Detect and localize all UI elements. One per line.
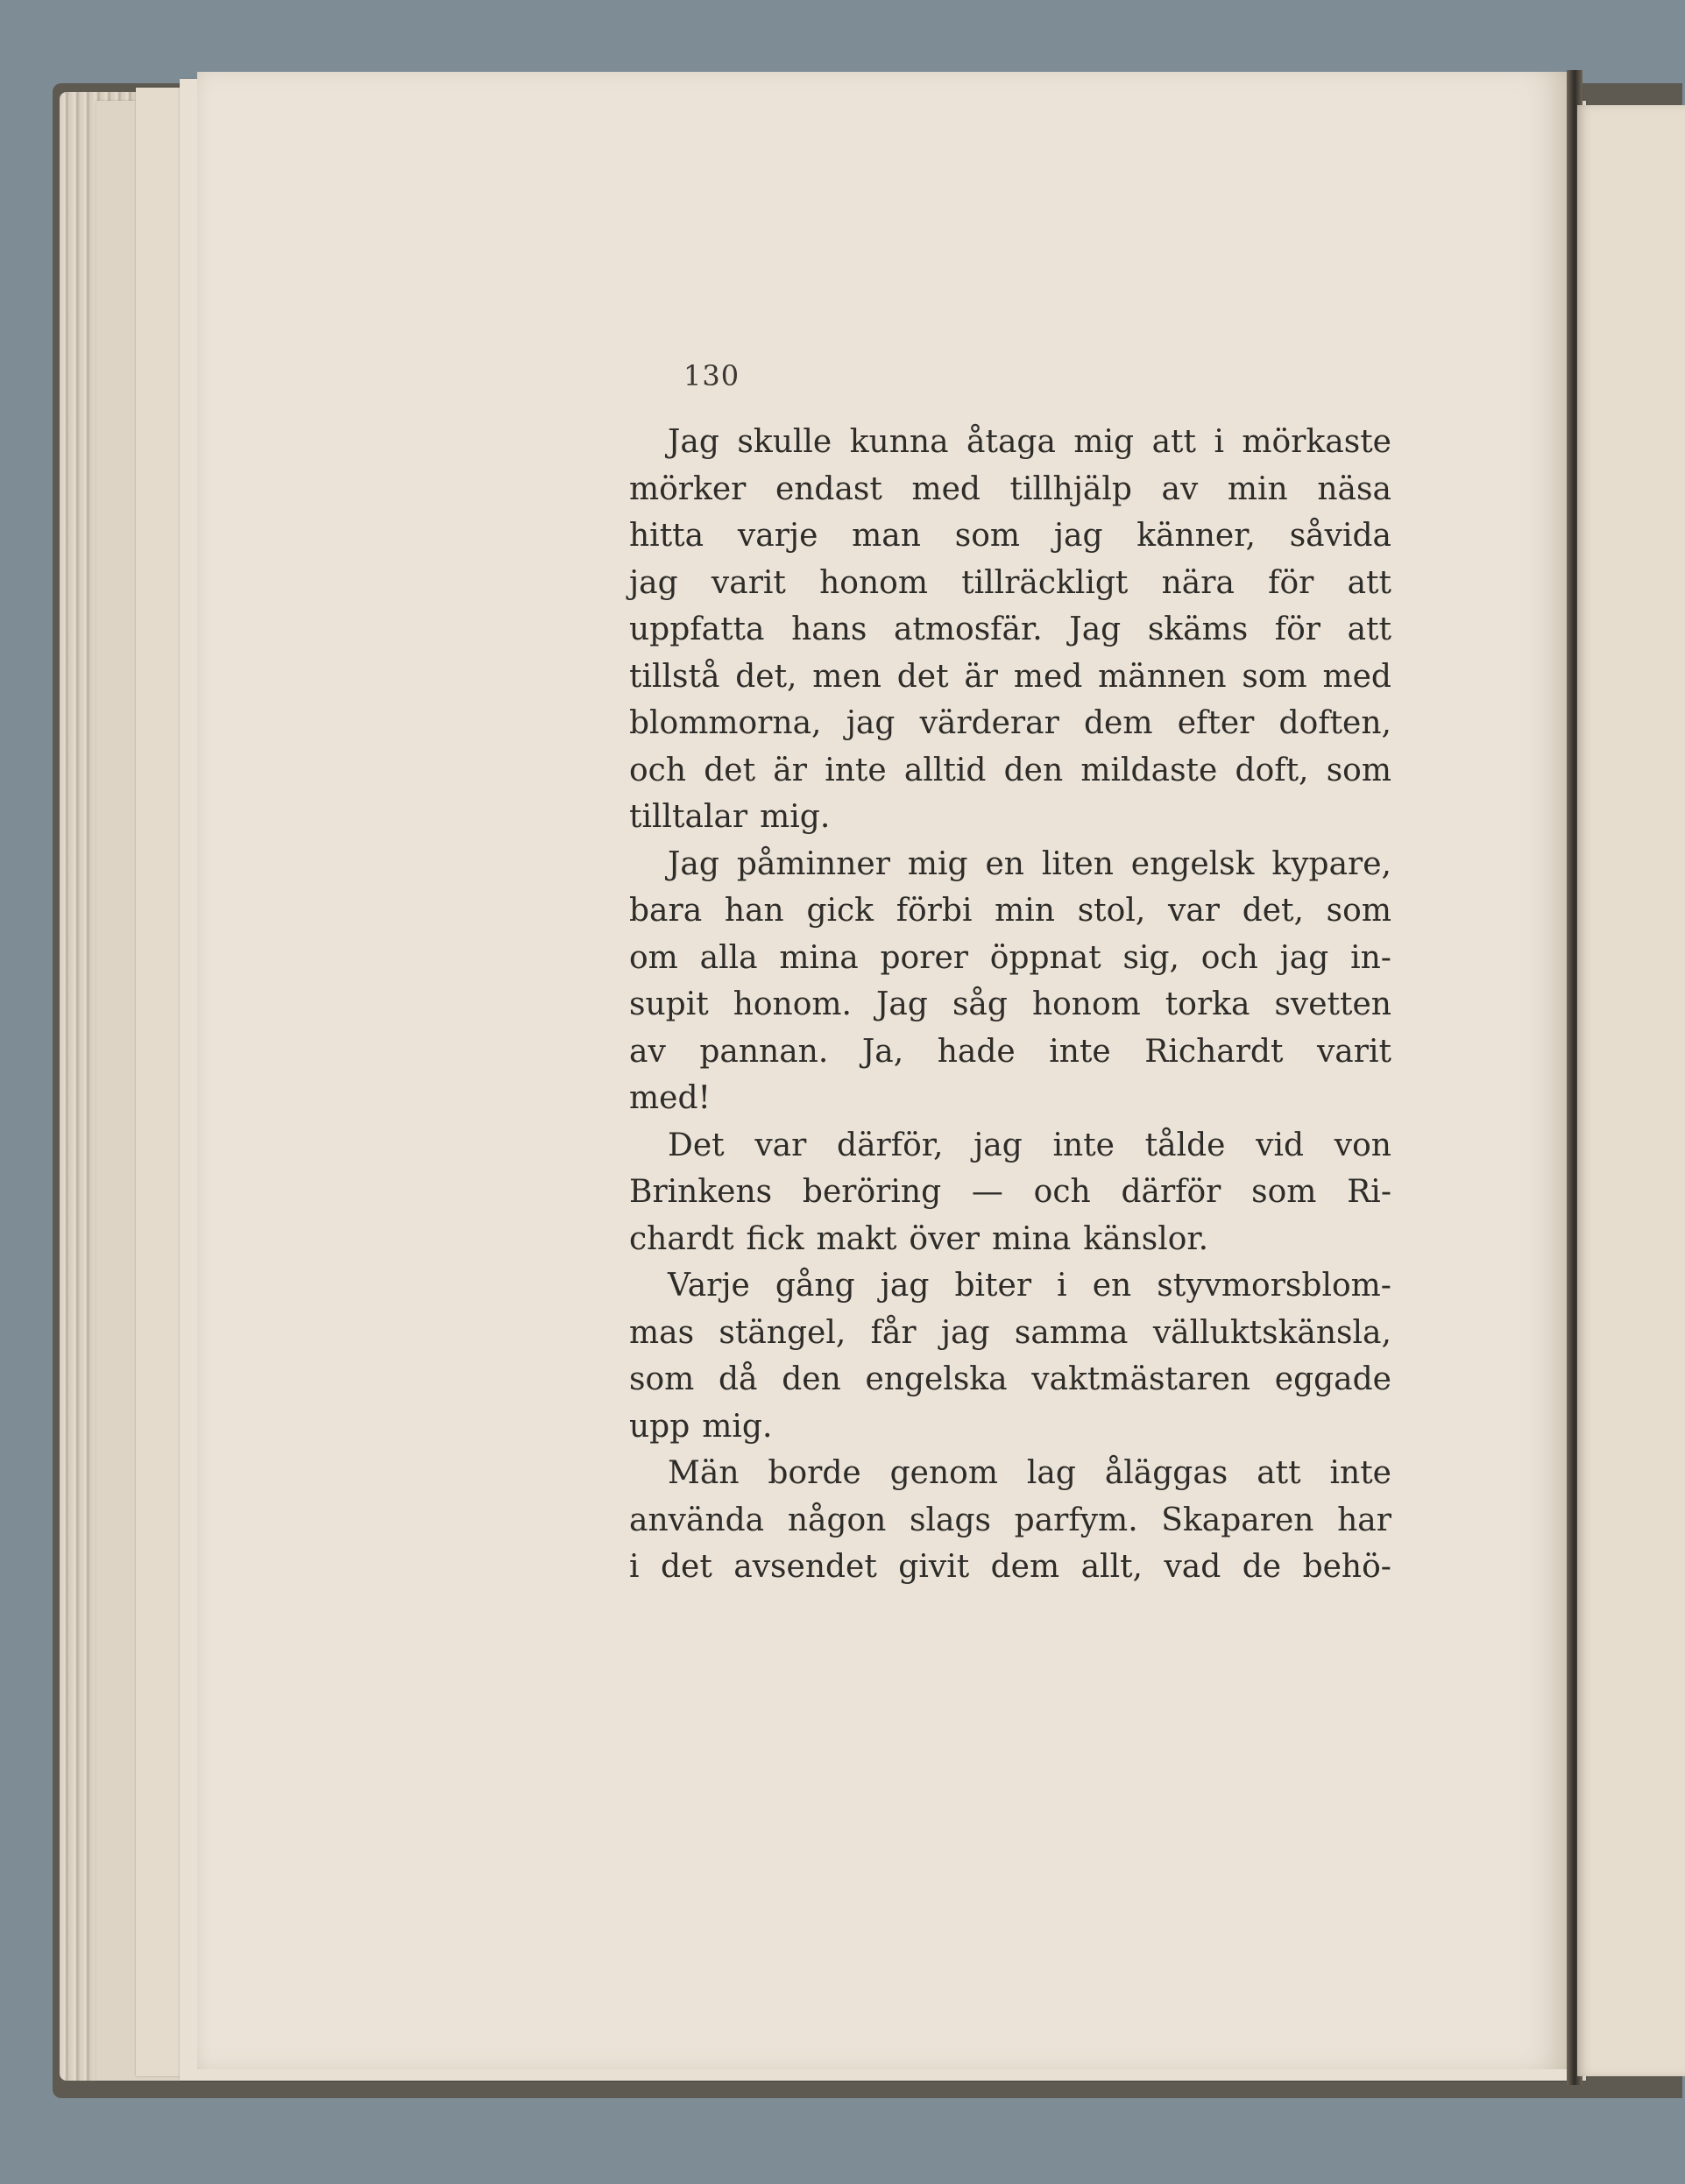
text-line: som då den engelska vaktmästaren eggade xyxy=(629,1361,1391,1397)
text-line: upp mig. xyxy=(629,1408,773,1445)
text-line: bara han gick förbi min stol, var det, som xyxy=(629,893,1391,929)
text-line: blommorna, jag värderar dem efter doften, xyxy=(629,705,1391,741)
text-line: hitta varje man som jag känner, såvida xyxy=(629,518,1391,554)
text-line: mas stängel, får jag samma välluktskänsla, xyxy=(629,1314,1391,1351)
text-line: tillstå det, men det är med männen som med xyxy=(629,658,1391,695)
text-line: Brinkens beröring — och därför som Ri- xyxy=(629,1174,1391,1210)
text-line: Jag skulle kunna åtaga mig att i mörkaste xyxy=(668,424,1391,460)
text-line: Det var därför, jag inte tålde vid von xyxy=(668,1127,1391,1163)
text-line: tilltalar mig. xyxy=(629,799,831,835)
text-line: i det avsendet givit dem allt, vad de behö- xyxy=(629,1549,1391,1585)
text-line: supit honom. Jag såg honom torka svetten xyxy=(629,986,1391,1022)
text-line: Varje gång jag biter i en styvmorsblom- xyxy=(668,1268,1391,1304)
text-line: jag varit honom tillräckligt nära för att xyxy=(629,564,1391,601)
text-line: om alla mina porer öppnat sig, och jag in- xyxy=(629,939,1391,976)
text-line: av pannan. Ja, hade inte Richardt varit xyxy=(629,1033,1391,1070)
facing-page-edge xyxy=(1577,105,1685,2076)
body-text xyxy=(629,419,1391,1591)
text-line: Jag påminner mig en liten engelsk kypare, xyxy=(668,845,1391,882)
text-line: använda någon slags parfym. Skaparen har xyxy=(629,1502,1391,1538)
text-line: och det är inte alltid den mildaste doft, som xyxy=(629,752,1391,788)
text-line: med! xyxy=(629,1080,711,1116)
text-line: uppfatta hans atmosfär. Jag skäms för att xyxy=(629,611,1391,647)
page-number: 130 xyxy=(683,359,740,392)
text-line: chardt fick makt över mina känslor. xyxy=(629,1220,1209,1257)
text-line: mörker endast med tillhjälp av min näsa xyxy=(629,470,1391,507)
text-line: Män borde genom lag åläggas att inte xyxy=(668,1455,1391,1491)
